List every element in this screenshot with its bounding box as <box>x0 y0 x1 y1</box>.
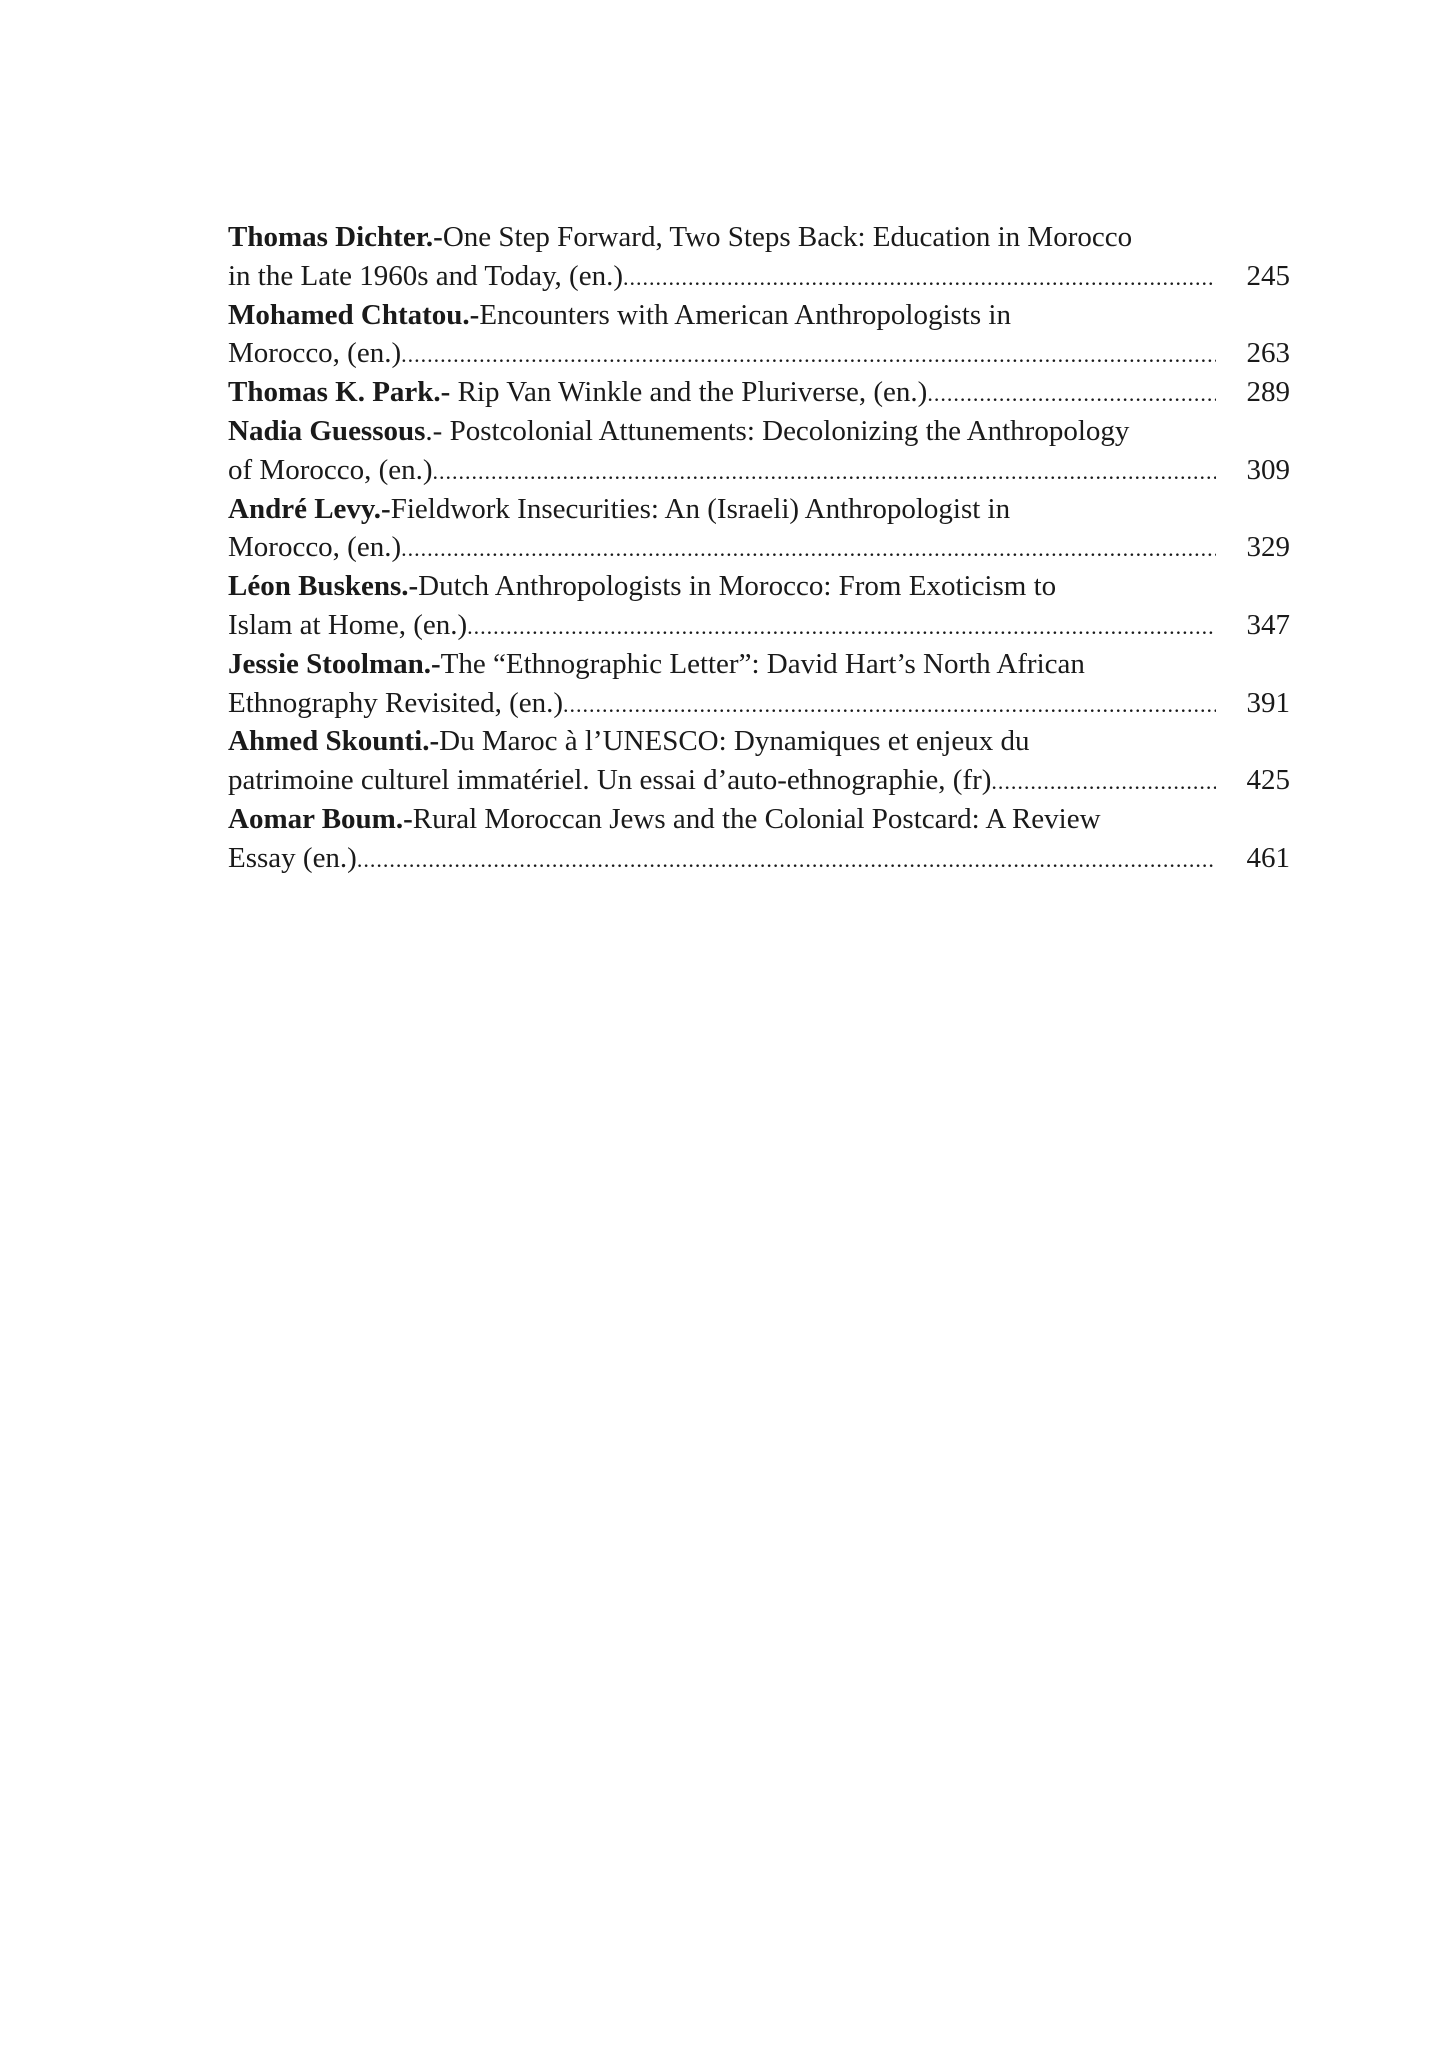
toc-title-part1: Encounters with American Anthropologists in <box>479 298 1011 331</box>
toc-author: Thomas K. Park.- <box>228 376 451 409</box>
toc-author: Thomas Dichter.- <box>228 221 443 253</box>
toc-entry <box>228 800 1290 878</box>
toc-leader <box>228 839 1216 880</box>
toc-author: Jessie Stoolman.- <box>228 647 441 680</box>
toc-title-part1: One Step Forward, Two Steps Back: Education in Morocco <box>442 221 1133 253</box>
toc-entry-first-line <box>228 800 1216 839</box>
toc-title-part2: in the Late 1960s and Today, (en.) <box>228 259 623 292</box>
toc-leader <box>228 334 1216 375</box>
toc-title-part1: Du Maroc à l’UNESCO: Dynamiques et enjeux du <box>439 725 1030 758</box>
toc-title: Rip Van Winkle and the Pluriverse, (en.) <box>450 376 928 409</box>
toc-title-part1: Dutch Anthropologists in Morocco: From Exoticism to <box>418 570 1057 603</box>
toc-leader <box>228 451 1216 492</box>
dot-leader <box>401 336 1216 375</box>
dot-leader <box>563 686 1216 725</box>
toc-leader <box>228 761 1216 802</box>
toc-entry-first-line <box>228 722 1216 761</box>
toc-title-part2: Islam at Home, (en.) <box>228 608 468 641</box>
toc-entry <box>228 412 1290 490</box>
toc-author: Aomar Boum.- <box>228 802 413 835</box>
toc-entry-second-line <box>228 761 1290 800</box>
dot-leader <box>991 763 1216 802</box>
toc-entry-second-line <box>228 451 1290 490</box>
toc-entry-first-line <box>228 218 1216 257</box>
toc-title-part1: Fieldwork Insecurities: An (Israeli) Anthropologist in <box>390 492 1011 525</box>
toc-author: Léon Buskens.- <box>228 570 419 603</box>
toc-entry-second-line <box>228 606 1290 645</box>
toc-entry <box>228 645 1290 723</box>
toc-author: Mohamed Chtatou.- <box>228 298 480 331</box>
toc-author: Nadia Guessous <box>228 414 426 447</box>
toc-entry-second-line <box>228 528 1290 567</box>
toc-page-number: 347 <box>1246 608 1290 641</box>
toc-entry <box>228 567 1290 645</box>
toc-page-number: 391 <box>1246 686 1290 719</box>
toc-entry-first-line <box>228 296 1216 335</box>
toc-page-number: 425 <box>1246 764 1290 797</box>
toc-entry-second-line <box>228 839 1290 878</box>
toc-entry-first-line <box>228 490 1216 529</box>
toc-entry-second-line <box>228 257 1290 296</box>
toc-title-part2: of Morocco, (en.) <box>228 453 433 486</box>
toc-title-part2: Essay (en.) <box>228 841 357 874</box>
toc-leader <box>228 606 1216 647</box>
toc-leader <box>228 684 1216 725</box>
dot-leader <box>433 453 1216 492</box>
toc-entry <box>228 722 1290 800</box>
toc-page-number: 329 <box>1246 531 1290 564</box>
dot-leader <box>401 530 1216 569</box>
toc-author: André Levy.- <box>228 492 391 525</box>
dot-leader <box>623 259 1216 298</box>
toc-leader <box>228 257 1216 298</box>
toc-page-number: 309 <box>1246 453 1290 486</box>
toc-entry <box>228 373 1290 412</box>
toc-entry-second-line <box>228 334 1290 373</box>
toc-entry-line <box>228 373 1290 412</box>
toc-entry <box>228 218 1290 296</box>
toc-entry-first-line <box>228 567 1216 606</box>
toc-leader <box>228 528 1216 569</box>
toc-page-number: 289 <box>1246 376 1290 409</box>
toc-title-part2: patrimoine culturel immatériel. Un essai d’auto-ethnographie, (fr) <box>228 764 992 797</box>
toc-title-part2: Morocco, (en.) <box>228 531 402 564</box>
toc-leader <box>228 373 1216 414</box>
toc-title-part2: Morocco, (en.) <box>228 337 402 370</box>
dot-leader <box>357 841 1216 880</box>
toc-title-part1: The “Ethnographic Letter”: David Hart’s North African <box>440 647 1085 680</box>
dot-leader <box>467 608 1216 647</box>
toc-title-part2: Ethnography Revisited, (en.) <box>228 686 564 719</box>
toc-entry-first-line <box>228 645 1216 684</box>
toc-entry <box>228 490 1290 568</box>
toc-page-number: 263 <box>1246 337 1290 370</box>
toc-entry <box>228 296 1290 374</box>
toc-author: Ahmed Skounti.- <box>228 725 440 758</box>
toc-title-part1: .- Postcolonial Attunements: Decolonizing the Anthropology <box>425 414 1130 447</box>
table-of-contents <box>228 218 1290 878</box>
toc-page-number: 245 <box>1246 259 1290 292</box>
toc-title-part1: Rural Moroccan Jews and the Colonial Postcard: A Review <box>412 802 1101 835</box>
dot-leader <box>927 375 1216 414</box>
toc-entry-first-line <box>228 412 1216 451</box>
toc-page-number: 461 <box>1246 841 1290 874</box>
toc-entry-second-line <box>228 684 1290 723</box>
